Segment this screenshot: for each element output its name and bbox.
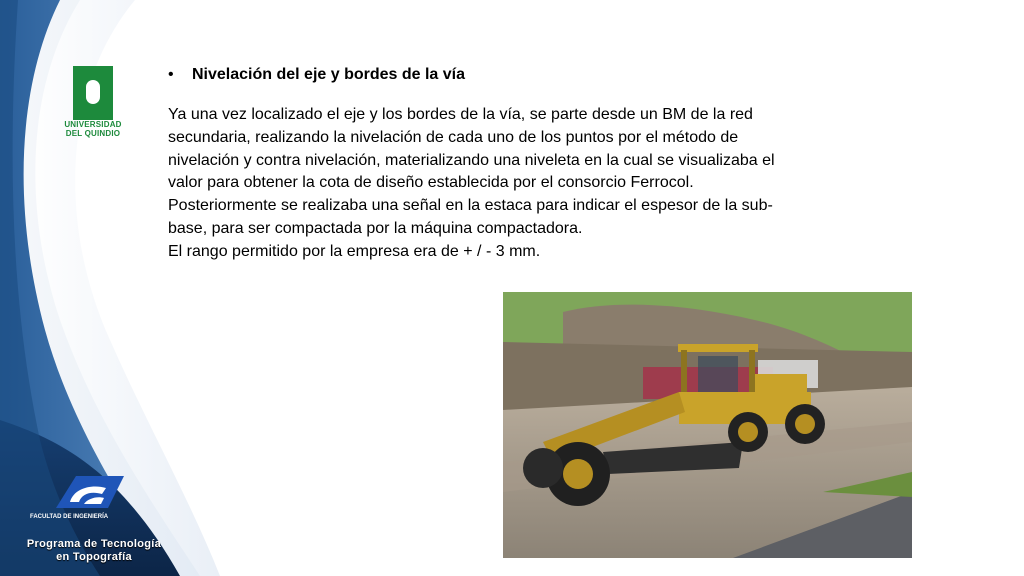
faculty-name: FACULTAD DE INGENIERÍA	[30, 514, 109, 520]
body-line-6: base, para ser compactada por la máquina compactadora.	[168, 219, 583, 237]
university-name-line-2: DEL QUINDIO	[65, 129, 121, 138]
heading-text: Nivelación del eje y bordes de la vía	[192, 66, 466, 83]
faculty-emblem-icon	[46, 474, 126, 510]
faculty-logo	[30, 474, 140, 520]
body-line-7: El rango permitido por la empresa era de + / - 3 mm.	[168, 242, 541, 260]
slide-heading	[168, 64, 858, 86]
university-name-line-1: UNIVERSIDAD	[64, 120, 122, 129]
motor-grader-photo	[503, 292, 912, 558]
program-title	[14, 538, 174, 564]
body-line-3: nivelación y contra nivelación, materializando una niveleta en la cual se visualizaba el	[168, 151, 775, 169]
body-line-2: secundaria, realizando la nivelación de cada uno de los puntos por el método de	[168, 128, 739, 146]
body-line-5: Posteriormente se realizaba una señal en la estaca para indicar el espesor de la sub-	[168, 197, 773, 215]
bullet-marker: •	[168, 66, 174, 83]
slide-content	[168, 64, 858, 264]
body-line-4: valor para obtener la cota de diseño establecida por el consorcio Ferrocol.	[168, 174, 694, 192]
university-logo	[60, 66, 126, 138]
body-line-1: Ya una vez localizado el eje y los bordes de la vía, se parte desde un BM de la red	[168, 106, 753, 123]
university-shield-icon	[73, 66, 113, 120]
program-title-line-1: Programa de Tecnología	[26, 538, 162, 550]
program-title-line-2: en Topografía	[56, 551, 132, 563]
